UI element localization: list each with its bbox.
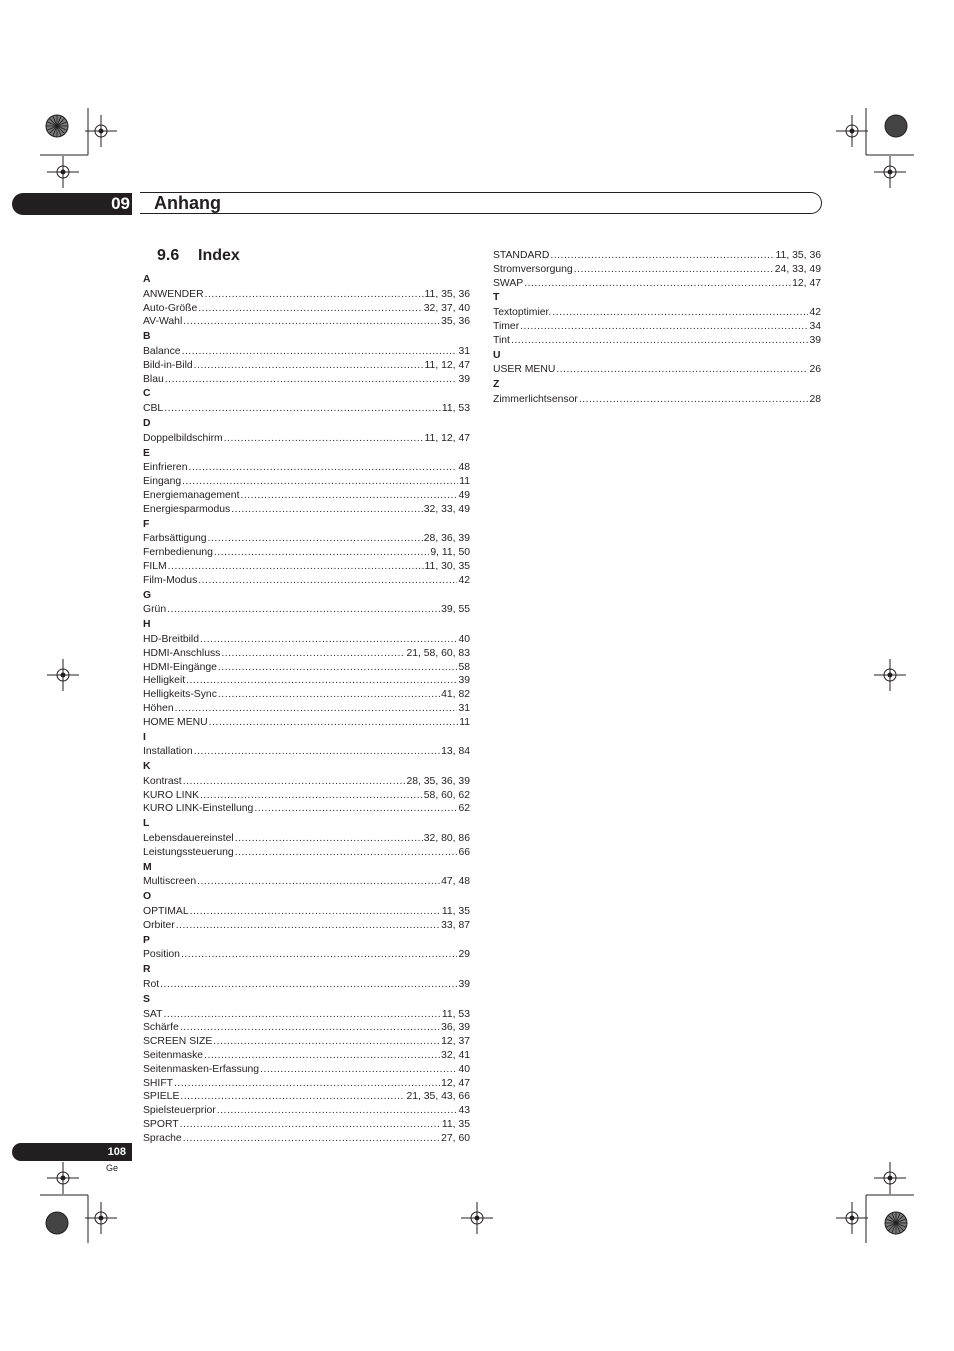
index-entry (493, 306, 821, 320)
index-column-right (493, 249, 821, 407)
dot-leader (550, 249, 774, 263)
index-term: Rot (143, 979, 160, 991)
chapter-number: 09 (111, 194, 130, 213)
index-term: Doppelbildschirm (143, 432, 223, 444)
index-pages: 41, 82 (441, 689, 470, 701)
index-entry (143, 532, 470, 546)
index-entry (143, 978, 470, 992)
index-pages: 28, 35, 36, 39 (406, 775, 470, 787)
index-entry (143, 402, 470, 416)
index-letter: L (143, 818, 150, 830)
index-pages: 39 (458, 675, 470, 687)
index-pages: 40 (458, 633, 470, 645)
index-term: STANDARD (493, 250, 550, 261)
index-entry (143, 1063, 470, 1077)
index-entry (143, 832, 470, 846)
index-pages: 29 (458, 949, 470, 961)
dot-leader (194, 745, 440, 759)
index-term: Leistungssteuerung (143, 846, 234, 858)
dot-leader (218, 661, 458, 675)
index-entry (143, 905, 470, 919)
index-entry (143, 647, 470, 661)
index-entry (143, 633, 470, 647)
index-term: Eingang (143, 476, 182, 488)
index-pages: 26 (809, 364, 821, 376)
index-entry (143, 702, 470, 716)
index-pages: 40 (458, 1063, 470, 1075)
index-entry (143, 461, 470, 475)
index-pages: 32, 80, 86 (423, 833, 470, 845)
index-pages: 31 (458, 345, 470, 357)
index-pages: 11, 35 (441, 1119, 470, 1131)
dot-leader (183, 775, 406, 789)
dot-leader (235, 846, 458, 860)
index-term: SWAP (493, 277, 524, 289)
index-term: Position (143, 949, 180, 961)
index-pages: 11 (459, 716, 470, 728)
index-letter: T (493, 292, 500, 304)
index-term: Fernbedienung (143, 547, 213, 559)
index-pages: 21, 35, 43, 66 (406, 1091, 470, 1103)
index-pages: 39 (458, 979, 470, 991)
index-term: Kontrast (143, 775, 182, 787)
index-pages: 12, 47 (792, 277, 821, 289)
index-pages: 39 (458, 373, 470, 385)
dot-leader (160, 978, 457, 992)
dot-leader (197, 875, 440, 889)
index-letter: D (143, 417, 151, 429)
index-letter: F (143, 518, 150, 530)
index-pages: 11, 35 (441, 906, 470, 918)
index-term: ANWENDER (143, 288, 204, 300)
index-entry (143, 1118, 470, 1132)
index-entry (143, 1008, 470, 1022)
dot-leader (176, 919, 440, 933)
index-term: Bild-in-Bild (143, 359, 193, 371)
index-term: HOME MENU (143, 716, 208, 728)
page-number: 108 (107, 1146, 126, 1158)
index-pages: 39 (809, 334, 821, 346)
index-term: Grün (143, 604, 167, 616)
index-entry (493, 249, 821, 263)
index-term: SAT (143, 1008, 163, 1020)
dot-leader (198, 302, 422, 316)
index-entry (143, 475, 470, 489)
index-entry (143, 574, 470, 588)
index-entry (143, 745, 470, 759)
index-entry (143, 1104, 470, 1118)
index-entry (143, 875, 470, 889)
dot-leader (213, 1035, 440, 1049)
dot-leader (574, 263, 774, 277)
index-term: Farbsättigung (143, 533, 207, 545)
dot-leader (181, 948, 457, 962)
index-letter: S (143, 993, 150, 1005)
index-term: USER MENU (493, 364, 556, 376)
language-code: Ge (106, 1163, 119, 1173)
index-pages: 35, 36 (441, 316, 470, 328)
index-term: Timer (493, 320, 520, 332)
section-number: 9.6 (157, 247, 180, 264)
dot-leader (164, 402, 441, 416)
dot-leader (190, 905, 441, 919)
index-pages: 9, 11, 50 (430, 547, 470, 559)
dot-leader (168, 560, 424, 574)
index-term: HD-Breitbild (143, 633, 200, 645)
index-term: KURO LINK (143, 789, 200, 801)
dot-leader (167, 603, 440, 617)
index-term: Spielsteuerprior (143, 1105, 216, 1117)
index-entry (143, 789, 470, 803)
index-pages: 62 (458, 803, 470, 815)
dot-leader (524, 277, 791, 291)
dot-leader (174, 1077, 440, 1091)
index-pages: 39, 55 (441, 604, 470, 616)
index-letter: U (493, 349, 501, 361)
dot-leader (217, 1104, 458, 1118)
index-pages: 21, 58, 60, 83 (406, 647, 470, 659)
index-letter: H (143, 619, 151, 631)
index-entry (493, 334, 821, 348)
dot-leader (198, 574, 457, 588)
index-entry (143, 489, 470, 503)
index-column-left (143, 272, 470, 1146)
index-entry (143, 503, 470, 517)
dot-leader (214, 546, 429, 560)
index-entry (143, 716, 470, 730)
dot-leader (163, 1008, 440, 1022)
index-pages: 11 (459, 476, 470, 488)
index-term: Tint (493, 334, 510, 346)
index-pages: 31 (458, 702, 470, 714)
dot-leader (186, 674, 457, 688)
dot-leader (188, 461, 457, 475)
index-pages: 32, 37, 40 (423, 302, 470, 314)
index-pages: 11, 53 (441, 403, 470, 415)
index-pages: 11, 53 (441, 1008, 470, 1020)
index-letter: A (143, 274, 151, 285)
index-pages: 47, 48 (441, 876, 470, 888)
index-term: SHIFT (143, 1077, 174, 1089)
dot-leader (240, 489, 457, 503)
dot-leader (221, 647, 405, 661)
index-letter: G (143, 589, 152, 601)
index-pages: 58 (458, 661, 470, 673)
index-letter: P (143, 934, 150, 946)
index-pages: 28, 36, 39 (423, 533, 470, 545)
index-term: SPIELE (143, 1091, 180, 1103)
color-wheel-icon (46, 1212, 68, 1234)
index-entry (143, 775, 470, 789)
index-term: Orbiter (143, 919, 175, 931)
dot-leader (200, 789, 423, 803)
index-entry (143, 432, 470, 446)
dot-leader (254, 802, 457, 816)
index-entry (143, 373, 470, 387)
index-term: Multiscreen (143, 876, 197, 888)
dot-leader (552, 306, 808, 320)
index-pages: 34 (809, 320, 821, 332)
index-pages: 48 (458, 462, 470, 474)
color-wheel-icon (885, 115, 907, 137)
index-term: Helligkeit (143, 675, 186, 687)
dot-leader (260, 1063, 457, 1077)
index-entry (143, 1049, 470, 1063)
index-term: Textoptimier. (493, 307, 552, 319)
dot-leader (224, 432, 424, 446)
index-term: CBL (143, 403, 164, 415)
dot-leader (205, 288, 424, 302)
index-pages: 11, 12, 47 (424, 432, 470, 444)
dot-leader (180, 1021, 440, 1035)
index-term: SPORT (143, 1119, 179, 1131)
dot-leader (180, 1090, 405, 1104)
index-term: Balance (143, 345, 181, 357)
index-pages: 27, 60 (441, 1132, 470, 1144)
index-term: Zimmerlichtsensor (493, 393, 578, 405)
index-term: OPTIMAL (143, 906, 189, 918)
index-pages: 36, 39 (441, 1022, 470, 1034)
index-letter: E (143, 447, 150, 459)
index-pages: 12, 47 (441, 1077, 470, 1089)
index-term: KURO LINK-Einstellung (143, 803, 254, 815)
dot-leader (200, 633, 457, 647)
index-term: Seitenmasken-Erfassung (143, 1063, 260, 1075)
index-entry (143, 919, 470, 933)
index-letter: B (143, 331, 151, 343)
index-pages: 28 (809, 393, 821, 405)
dot-leader (182, 345, 458, 359)
dot-leader (180, 1118, 441, 1132)
index-pages: 32, 41 (441, 1050, 470, 1062)
index-entry (143, 1132, 470, 1146)
index-entry (143, 288, 470, 302)
index-term: Auto-Größe (143, 302, 198, 314)
index-entry (143, 802, 470, 816)
index-entry (143, 546, 470, 560)
index-entry (143, 661, 470, 675)
dot-leader (165, 373, 458, 387)
index-term: Einfrieren (143, 462, 188, 474)
chapter-title: Anhang (154, 193, 221, 213)
index-entry (143, 345, 470, 359)
index-term: HDMI-Eingänge (143, 661, 217, 673)
index-term: Lebensdauereinstel (143, 833, 234, 845)
dot-leader (183, 1132, 440, 1146)
index-pages: 13, 84 (441, 746, 470, 758)
index-term: Sprache (143, 1132, 182, 1144)
index-term: AV-Wahl (143, 316, 183, 328)
index-entry (143, 302, 470, 316)
index-entry (143, 846, 470, 860)
dot-leader (235, 832, 423, 846)
index-entry (493, 277, 821, 291)
dot-leader (520, 320, 808, 334)
index-term: Film-Modus (143, 574, 198, 586)
index-term: Seitenmaske (143, 1050, 204, 1062)
dot-leader (511, 334, 809, 348)
index-entry (493, 363, 821, 377)
index-letter: I (143, 731, 146, 743)
index-pages: 11, 30, 35 (424, 560, 470, 572)
index-pages: 33, 87 (441, 919, 470, 931)
dot-leader (579, 393, 809, 407)
index-entry (493, 393, 821, 407)
dot-leader (209, 716, 459, 730)
index-term: Energiesparmodus (143, 503, 231, 515)
dot-leader (231, 503, 423, 517)
section-heading (157, 247, 240, 265)
index-entry (143, 674, 470, 688)
index-pages: 42 (809, 307, 821, 319)
index-term: Helligkeits-Sync (143, 689, 217, 701)
index-letter: C (143, 388, 151, 400)
index-entry (143, 1077, 470, 1091)
index-pages: 24, 33, 49 (774, 263, 821, 275)
dot-leader (182, 475, 458, 489)
index-term: Energiemanagement (143, 489, 240, 501)
index-term: FILM (143, 560, 167, 572)
index-pages: 11, 35, 36 (775, 250, 821, 261)
index-pages: 42 (458, 574, 470, 586)
index-entry (493, 320, 821, 334)
index-letter: Z (493, 379, 500, 391)
dot-leader (183, 315, 440, 329)
index-entry (143, 603, 470, 617)
dot-leader (204, 1049, 440, 1063)
index-term: Stromversorgung (493, 263, 573, 275)
chapter-header-frame (140, 192, 822, 214)
index-entry (143, 948, 470, 962)
index-letter: O (143, 891, 152, 903)
index-term: SCREEN SIZE (143, 1036, 213, 1048)
index-term: Schärfe (143, 1022, 179, 1034)
index-pages: 66 (458, 846, 470, 858)
index-pages: 11, 35, 36 (424, 288, 470, 300)
dot-leader (175, 702, 458, 716)
index-entry (143, 315, 470, 329)
index-term: Installation (143, 746, 193, 758)
index-entry (143, 1035, 470, 1049)
index-term: Höhen (143, 702, 174, 714)
index-pages: 43 (458, 1105, 470, 1117)
dot-leader (218, 688, 440, 702)
index-entry (143, 1090, 470, 1104)
index-term: HDMI-Anschluss (143, 647, 221, 659)
index-entry (493, 263, 821, 277)
index-letter: M (143, 861, 152, 873)
dot-leader (194, 359, 424, 373)
dot-leader (556, 363, 808, 377)
index-pages: 32, 33, 49 (423, 503, 470, 515)
index-letter: K (143, 761, 151, 773)
index-entry (143, 688, 470, 702)
index-pages: 49 (458, 489, 470, 501)
index-term: Blau (143, 373, 164, 385)
index-pages: 11, 12, 47 (424, 359, 470, 371)
index-entry (143, 1021, 470, 1035)
section-title: Index (198, 247, 240, 264)
index-pages: 58, 60, 62 (423, 789, 470, 801)
dot-leader (208, 532, 423, 546)
index-pages: 12, 37 (441, 1036, 470, 1048)
index-letter: R (143, 964, 151, 976)
index-entry (143, 560, 470, 574)
index-entry (143, 359, 470, 373)
